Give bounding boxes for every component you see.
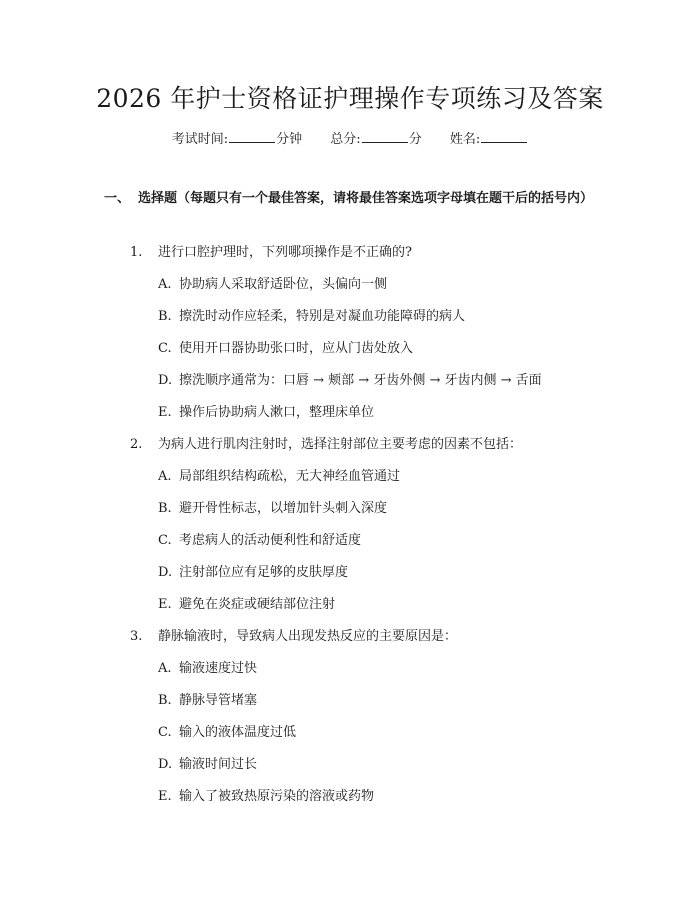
question-stem xyxy=(130,435,522,455)
exam-time-blank xyxy=(229,130,275,143)
name-label: 姓名: xyxy=(449,132,481,147)
option-item xyxy=(158,371,542,391)
exam-time-unit: 分钟 xyxy=(276,132,303,147)
question-text: 静脉输液时，导致病人出现发热反应的主要原因是： xyxy=(158,629,458,644)
option-item xyxy=(158,563,348,583)
question-text: 进行口腔护理时，下列哪项操作是不正确的? xyxy=(158,245,412,260)
name-blank xyxy=(481,130,527,143)
option-item xyxy=(158,275,387,295)
exam-time-label: 考试时间: xyxy=(171,132,229,147)
option-letter: A. xyxy=(158,277,172,292)
option-text: 输液速度过快 xyxy=(179,661,258,676)
option-item xyxy=(158,499,387,519)
option-text: 局部组织结构疏松，无大神经血管通过 xyxy=(179,469,401,484)
option-text: 擦洗顺序通常为：口唇 → 颊部 → 牙齿外侧 → 牙齿内侧 → 舌面 xyxy=(179,373,542,388)
total-score-field xyxy=(330,130,421,150)
option-item xyxy=(158,659,257,679)
option-letter: B. xyxy=(158,309,172,324)
exam-time-field xyxy=(172,130,302,150)
option-letter: C. xyxy=(158,725,172,740)
option-item xyxy=(158,787,374,807)
option-letter: D. xyxy=(158,565,173,580)
option-letter: E. xyxy=(158,405,172,420)
option-item xyxy=(158,339,413,359)
option-item xyxy=(158,723,296,743)
section-number: 一、 xyxy=(104,191,131,206)
option-item xyxy=(158,467,400,487)
total-score-unit: 分 xyxy=(408,132,422,147)
option-text: 静脉导管堵塞 xyxy=(179,693,258,708)
question-number: 2. xyxy=(130,437,143,452)
option-letter: A. xyxy=(158,661,172,676)
option-text: 输入的液体温度过低 xyxy=(179,725,297,740)
option-text: 擦洗时动作应轻柔，特别是对凝血功能障碍的病人 xyxy=(179,309,466,324)
option-letter: E. xyxy=(158,789,172,804)
option-item xyxy=(158,595,335,615)
option-text: 协助病人采取舒适卧位，头偏向一侧 xyxy=(179,277,388,292)
total-score-label: 总分: xyxy=(330,132,361,147)
option-text: 输入了被致热原污染的溶液或药物 xyxy=(179,789,375,804)
question-stem xyxy=(130,243,412,263)
option-letter: E. xyxy=(158,597,172,612)
option-text: 操作后协助病人漱口，整理床单位 xyxy=(179,405,375,420)
option-text: 输液时间过长 xyxy=(179,757,258,772)
option-letter: C. xyxy=(158,533,172,548)
option-item xyxy=(158,403,374,423)
option-item xyxy=(158,531,361,551)
name-field xyxy=(450,130,528,150)
option-letter: B. xyxy=(158,501,172,516)
document-title: 2026 年护士资格证护理操作专项练习及答案 xyxy=(96,84,604,113)
question-number: 3. xyxy=(130,629,143,644)
exam-info-line xyxy=(0,130,700,150)
question-stem xyxy=(130,627,457,647)
option-item xyxy=(158,691,257,711)
option-item xyxy=(158,755,257,775)
option-item xyxy=(158,307,465,327)
option-letter: A. xyxy=(158,469,172,484)
option-text: 避开骨性标志，以增加针头刺入深度 xyxy=(179,501,388,516)
total-score-blank xyxy=(362,130,408,143)
option-letter: B. xyxy=(158,693,172,708)
option-text: 避免在炎症或硬结部位注射 xyxy=(179,597,336,612)
option-text: 注射部位应有足够的皮肤厚度 xyxy=(179,565,349,580)
section-title: 选择题（每题只有一个最佳答案，请将最佳答案选项字母填在题干后的括号内） xyxy=(138,191,594,206)
section-heading xyxy=(104,188,604,209)
question-text: 为病人进行肌肉注射时，选择注射部位主要考虑的因素不包括： xyxy=(158,437,523,452)
option-text: 使用开口器协助张口时，应从门齿处放入 xyxy=(179,341,414,356)
option-text: 考虑病人的活动便利性和舒适度 xyxy=(179,533,362,548)
question-number: 1. xyxy=(130,245,143,260)
option-letter: D. xyxy=(158,757,173,772)
option-letter: C. xyxy=(158,341,172,356)
option-letter: D. xyxy=(158,373,173,388)
